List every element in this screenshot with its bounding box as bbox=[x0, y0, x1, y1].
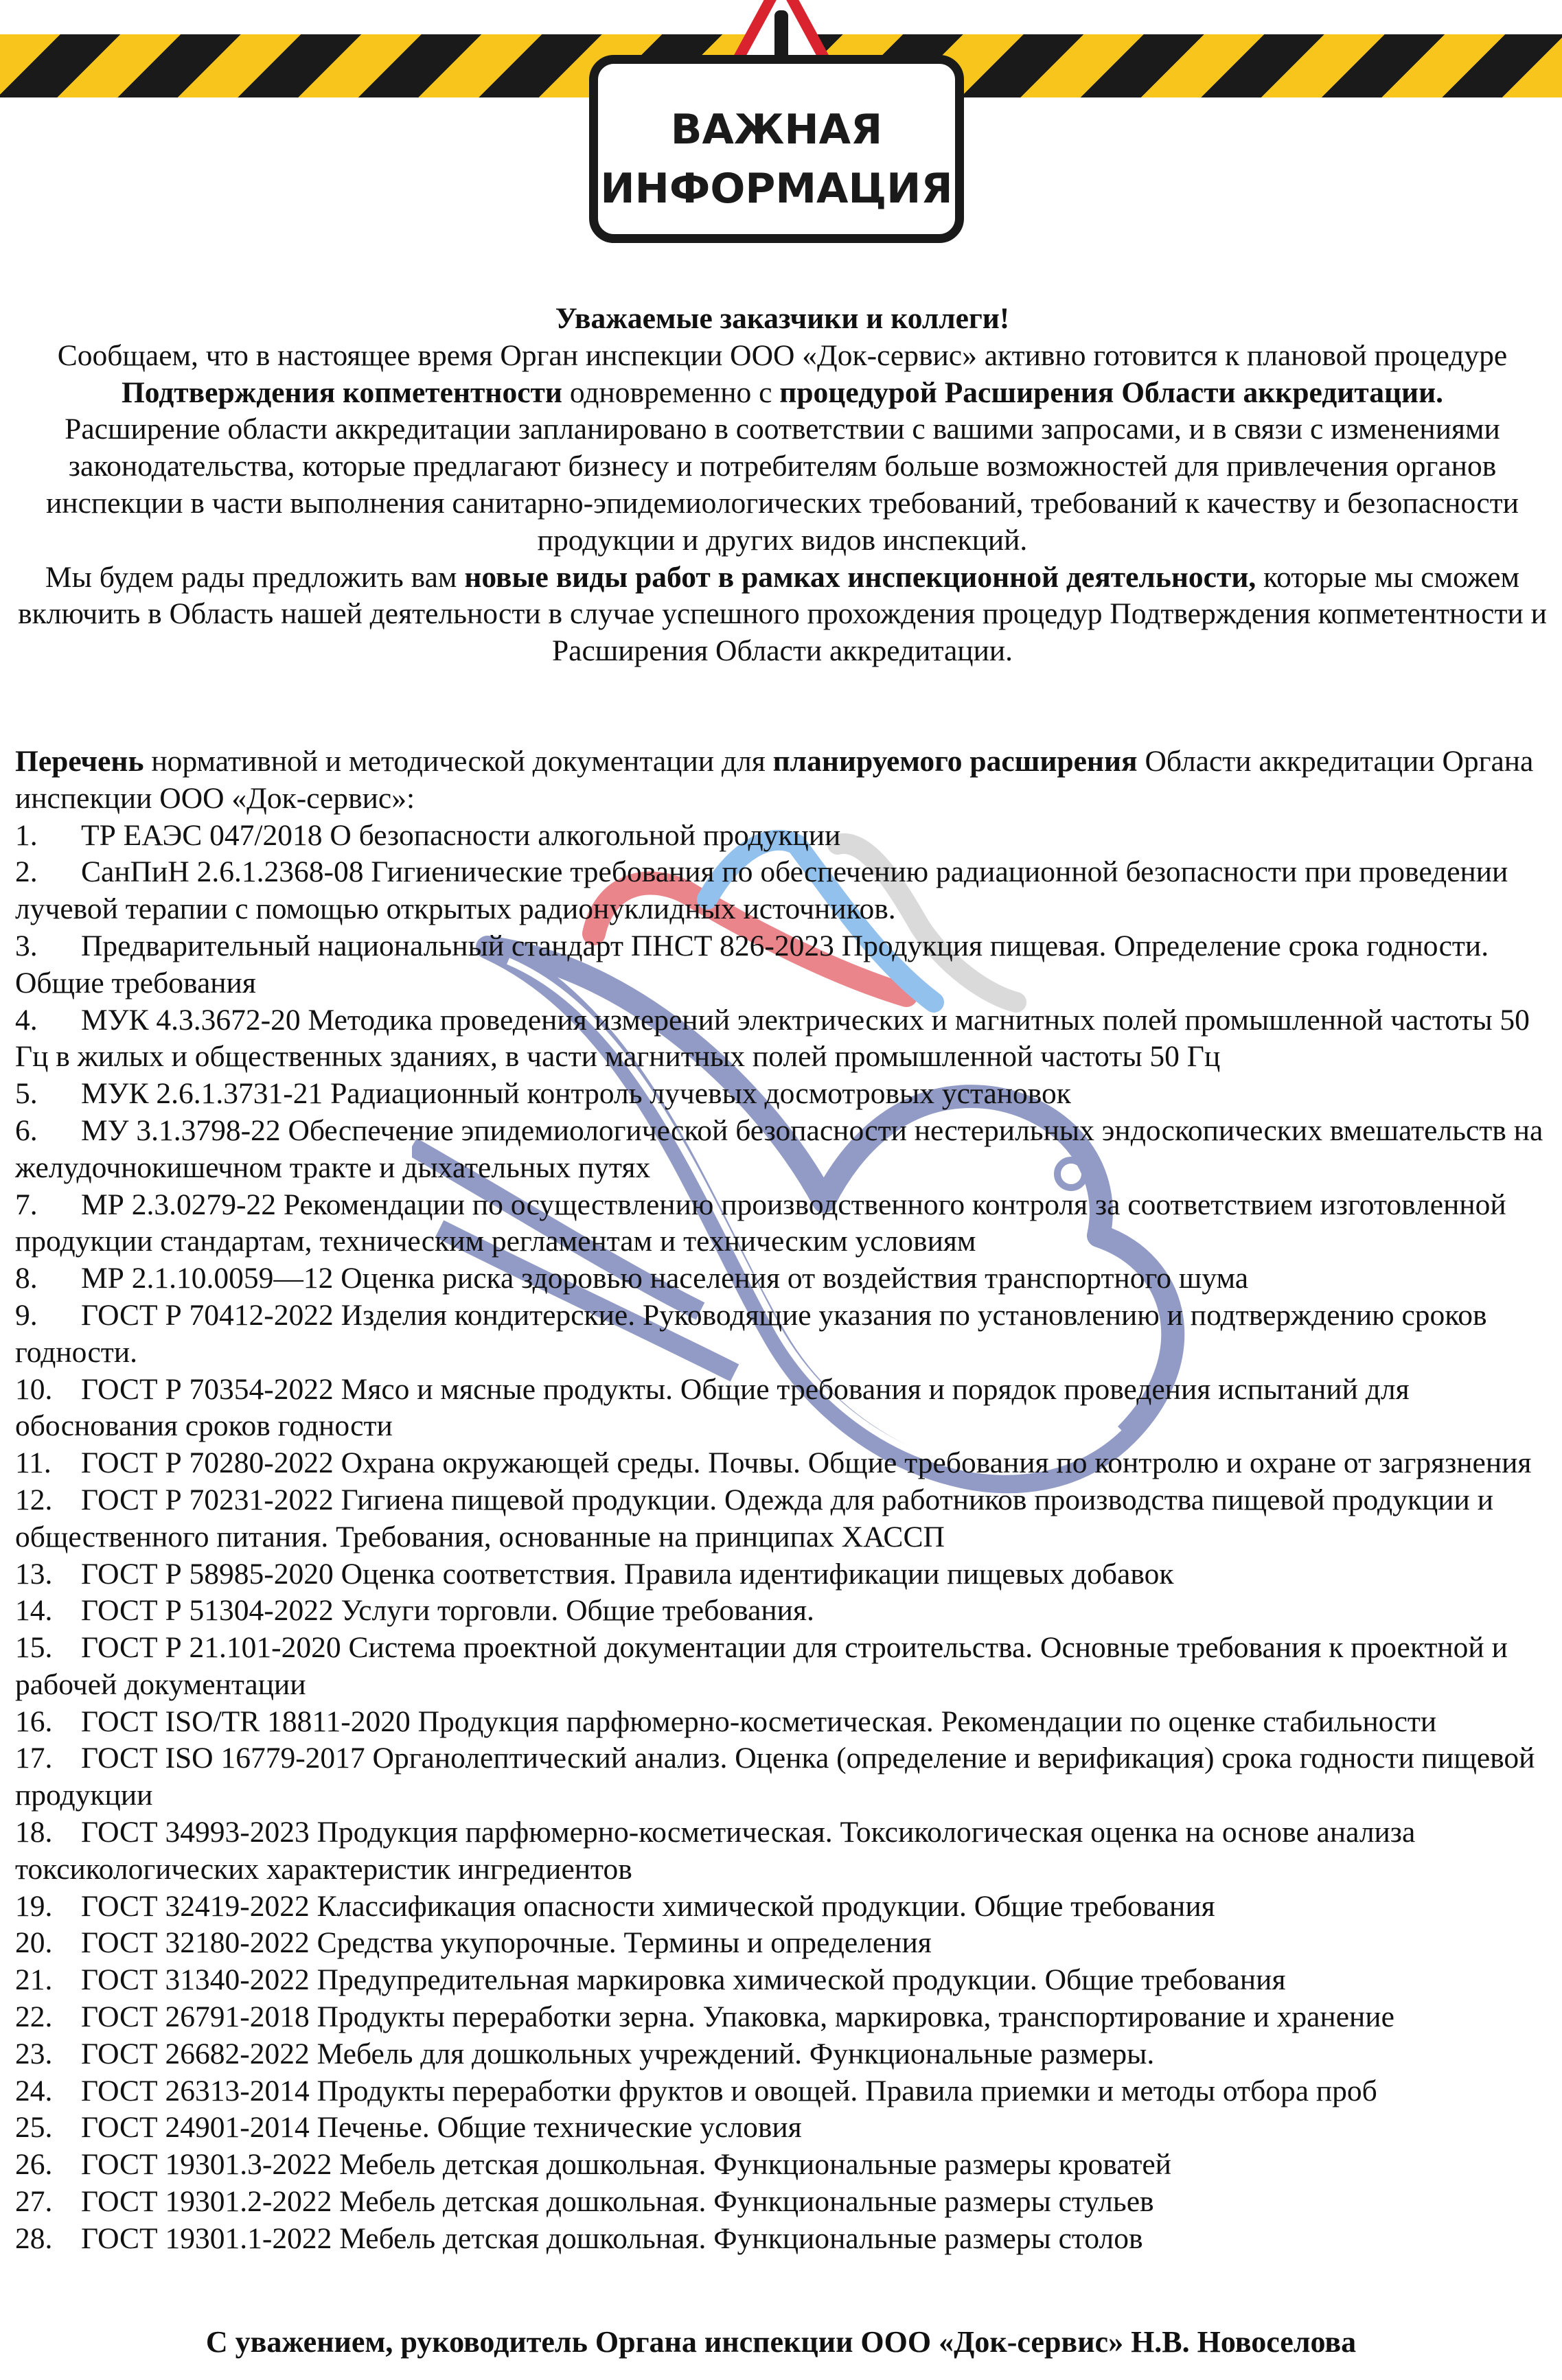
list-item-number: 16. bbox=[15, 1705, 53, 1738]
list-item-text: МР 2.1.10.0059—12 Оценка риска здоровью населения от воздействия транспортного шума bbox=[81, 1262, 1249, 1295]
intro-p1-b: Подтверждения копметентности bbox=[121, 376, 562, 409]
list-item-number: 1. bbox=[15, 818, 38, 852]
list-item bbox=[15, 1482, 1550, 1556]
list-item bbox=[15, 1187, 1550, 1261]
list-item bbox=[15, 1888, 1550, 1926]
intro-p1-a: Сообщаем, что в настоящее время Орган инспекции ООО «Док-сервис» активно готовится к плановой процедуре bbox=[57, 338, 1508, 372]
list-item bbox=[15, 1556, 1550, 1593]
list-item-number: 25. bbox=[15, 2111, 53, 2145]
list-heading-c: планируемого расширения bbox=[772, 744, 1138, 778]
list-item-number: 24. bbox=[15, 2074, 53, 2107]
intro-paragraph-1 bbox=[15, 338, 1550, 412]
document-body bbox=[15, 301, 1550, 2258]
list-item-number: 21. bbox=[15, 1963, 53, 1997]
list-item-number: 7. bbox=[15, 1188, 38, 1221]
list-item-text: МУ 3.1.3798-22 Обеспечение эпидемиологической безопасности нестерильных эндоскопических вмешательств на желудочнокишечном тракте и дыхательных путях bbox=[15, 1113, 1543, 1184]
list-heading-d: Области аккредитации Органа инспекции ООО «Док-сервис»: bbox=[15, 744, 1534, 815]
list-item bbox=[15, 1630, 1550, 1704]
list-item bbox=[15, 2036, 1550, 2073]
list-item-number: 20. bbox=[15, 1926, 53, 1960]
list-item-text: МР 2.3.0279-22 Рекомендации по осуществлению производственного контроля за соответствием изготовленной продукции стандартам, техническим регламентам и техническим условиям bbox=[15, 1188, 1506, 1258]
list-item bbox=[15, 854, 1550, 928]
list-item-number: 10. bbox=[15, 1372, 53, 1406]
intro-p3-a: Мы будем рады предложить вам bbox=[45, 560, 465, 594]
list-item bbox=[15, 2147, 1550, 2184]
list-item bbox=[15, 2073, 1550, 2110]
list-item-number: 4. bbox=[15, 1003, 38, 1037]
list-item bbox=[15, 1297, 1550, 1372]
list-item-number: 6. bbox=[15, 1113, 38, 1147]
list-item-text: ГОСТ 32419-2022 Классификация опасности химической продукции. Общие требования bbox=[81, 1889, 1215, 1923]
list-item-text: ГОСТ Р 58985-2020 Оценка соответствия. Правила идентификации пищевых добавок bbox=[81, 1557, 1174, 1591]
list-item-number: 23. bbox=[15, 2037, 53, 2070]
list-item-text: ГОСТ 24901-2014 Печенье. Общие технические условия bbox=[81, 2111, 802, 2145]
list-item-text: ГОСТ 19301.1-2022 Мебель детская дошкольная. Функциональные размеры столов bbox=[81, 2221, 1143, 2255]
list-item bbox=[15, 1704, 1550, 1741]
list-item bbox=[15, 2221, 1550, 2258]
list-item-text: ГОСТ 31340-2022 Предупредительная маркировка химической продукции. Общие требования bbox=[81, 1963, 1286, 1997]
important-info-sign bbox=[589, 55, 964, 243]
list-item-text: МУК 2.6.1.3731-21 Радиационный контроль лучевых досмотровых установок bbox=[81, 1077, 1071, 1111]
list-item-text: СанПиН 2.6.1.2368-08 Гигиенические требования по обеспечению радиационной безопасности при проведении лучевой терапии с помощью открытых радионуклидных источников. bbox=[15, 855, 1508, 926]
list-item-number: 18. bbox=[15, 1816, 53, 1849]
list-item-number: 26. bbox=[15, 2148, 53, 2182]
document-list bbox=[15, 818, 1550, 2258]
list-item-text: ГОСТ Р 70280-2022 Охрана окружающей среды. Почвы. Общие требования по контролю и охране от загрязнения bbox=[81, 1446, 1532, 1480]
intro-p1-d: процедурой Расширения Области аккредитации. bbox=[779, 376, 1444, 409]
greeting: Уважаемые заказчики и коллеги! bbox=[555, 302, 1010, 335]
list-item-number: 3. bbox=[15, 929, 38, 962]
list-item-number: 22. bbox=[15, 2000, 53, 2034]
sign-line-2: ИНФОРМАЦИЯ bbox=[600, 165, 953, 213]
list-item bbox=[15, 1076, 1550, 1113]
list-item bbox=[15, 1740, 1550, 1814]
list-item bbox=[15, 1260, 1550, 1297]
list-item-text: МУК 4.3.3672-20 Методика проведения измерений электрических и магнитных полей промышленной частоты 50 Гц в жилых и общественных зданиях, в части магнитных полей промышленной частоты 50 Гц bbox=[15, 1003, 1530, 1074]
list-item-text: ГОСТ 26313-2014 Продукты переработки фруктов и овощей. Правила приемки и методы отбора проб bbox=[81, 2074, 1377, 2107]
list-item bbox=[15, 1593, 1550, 1630]
list-item-number: 15. bbox=[15, 1631, 53, 1665]
list-item bbox=[15, 1002, 1550, 1076]
list-item bbox=[15, 1445, 1550, 1482]
list-item bbox=[15, 928, 1550, 1002]
list-item bbox=[15, 1814, 1550, 1888]
list-item-text: ГОСТ 26791-2018 Продукты переработки зерна. Упаковка, маркировка, транспортирование и хранение bbox=[81, 2000, 1394, 2034]
list-item-text: ГОСТ 34993-2023 Продукция парфюмерно-косметическая. Токсикологическая оценка на основе анализа токсикологических характеристик ингредиентов bbox=[15, 1816, 1416, 1886]
list-item-text: ГОСТ 32180-2022 Средства укупорочные. Термины и определения bbox=[81, 1926, 932, 1960]
list-item-number: 8. bbox=[15, 1262, 38, 1295]
intro-p3-c: которые мы сможем включить в Область нашей деятельности в случае успешного прохождения процедур Подтверждения копметентности и Расширения Области аккредитации. bbox=[18, 560, 1547, 668]
list-item-text: ГОСТ Р 70354-2022 Мясо и мясные продукты. Общие требования и порядок проведения испытаний для обоснования сроков годности bbox=[15, 1372, 1410, 1443]
list-item-text: ГОСТ 26682-2022 Мебель для дошкольных учреждений. Функциональные размеры. bbox=[81, 2037, 1155, 2070]
signature: С уважением, руководитель Органа инспекции ООО «Док-сервис» Н.В. Новоселова bbox=[205, 2325, 1357, 2359]
list-item bbox=[15, 1999, 1550, 2036]
intro-paragraph-2: Расширение области аккредитации запланировано в соответствии с вашими запросами, и в связи с изменениями законодательства, которые предлагают бизнесу и потребителям больше возможностей для привлечения органов инспекции в части выполнения санитарно-эпидемиологических требований, требований к качеству и безопасности продукции и других видов инспекций. bbox=[46, 413, 1519, 557]
intro-paragraph-3 bbox=[15, 559, 1550, 670]
list-item-text: ГОСТ ISO/TR 18811-2020 Продукция парфюмерно-косметическая. Рекомендации по оценке стабильности bbox=[81, 1705, 1437, 1738]
list-heading-a: Перечень bbox=[15, 744, 144, 778]
list-item-text: ГОСТ Р 70412-2022 Изделия кондитерские. Руководящие указания по установлению и подтверждению сроков годности. bbox=[15, 1298, 1487, 1369]
list-item-text: Предварительный национальный стандарт ПНСТ 826-2023 Продукция пищевая. Определение срока годности. Общие требования bbox=[15, 929, 1489, 1000]
list-item-number: 14. bbox=[15, 1594, 53, 1628]
list-item-number: 5. bbox=[15, 1077, 38, 1111]
list-item-number: 12. bbox=[15, 1483, 53, 1516]
list-item-text: ГОСТ ISO 16779-2017 Органолептический анализ. Оценка (определение и верификация) срока годности пищевой продукции bbox=[15, 1742, 1535, 1812]
list-item-text: ГОСТ 19301.3-2022 Мебель детская дошкольная. Функциональные размеры кроватей bbox=[81, 2148, 1171, 2182]
list-item-text: ТР ЕАЭС 047/2018 О безопасности алкогольной продукции bbox=[81, 818, 841, 852]
list-item-number: 17. bbox=[15, 1742, 53, 1775]
spacer bbox=[15, 670, 1550, 743]
list-item-number: 19. bbox=[15, 1889, 53, 1923]
list-item-number: 9. bbox=[15, 1298, 38, 1332]
sign-line-1: ВАЖНАЯ bbox=[670, 106, 883, 154]
list-item bbox=[15, 1925, 1550, 1962]
list-item-text: ГОСТ 19301.2-2022 Мебель детская дошкольная. Функциональные размеры стульев bbox=[81, 2185, 1154, 2219]
list-item-text: ГОСТ Р 21.101-2020 Система проектной документации для строительства. Основные требования к проектной и рабочей документации bbox=[15, 1631, 1508, 1701]
list-item-text: ГОСТ Р 70231-2022 Гигиена пищевой продукции. Одежда для работников производства пищевой продукции и общественного питания. Требования, основанные на принципах ХАССП bbox=[15, 1483, 1493, 1553]
list-item bbox=[15, 818, 1550, 855]
intro-p3-b: новые виды работ в рамках инспекционной деятельности, bbox=[464, 560, 1256, 594]
list-item-number: 27. bbox=[15, 2185, 53, 2219]
list-item bbox=[15, 1962, 1550, 1999]
list-heading bbox=[15, 743, 1550, 818]
list-item bbox=[15, 2184, 1550, 2221]
list-item bbox=[15, 1372, 1550, 1446]
list-heading-b: нормативной и методической документации для bbox=[143, 744, 773, 778]
list-item-number: 11. bbox=[15, 1446, 51, 1480]
list-item bbox=[15, 2110, 1550, 2147]
list-item-number: 2. bbox=[15, 855, 38, 889]
list-item-number: 13. bbox=[15, 1557, 53, 1591]
intro-p1-c: одновременно с bbox=[562, 376, 780, 409]
list-item-text: ГОСТ Р 51304-2022 Услуги торговли. Общие требования. bbox=[81, 1594, 814, 1628]
list-item bbox=[15, 1113, 1550, 1187]
list-item-number: 28. bbox=[15, 2221, 53, 2255]
